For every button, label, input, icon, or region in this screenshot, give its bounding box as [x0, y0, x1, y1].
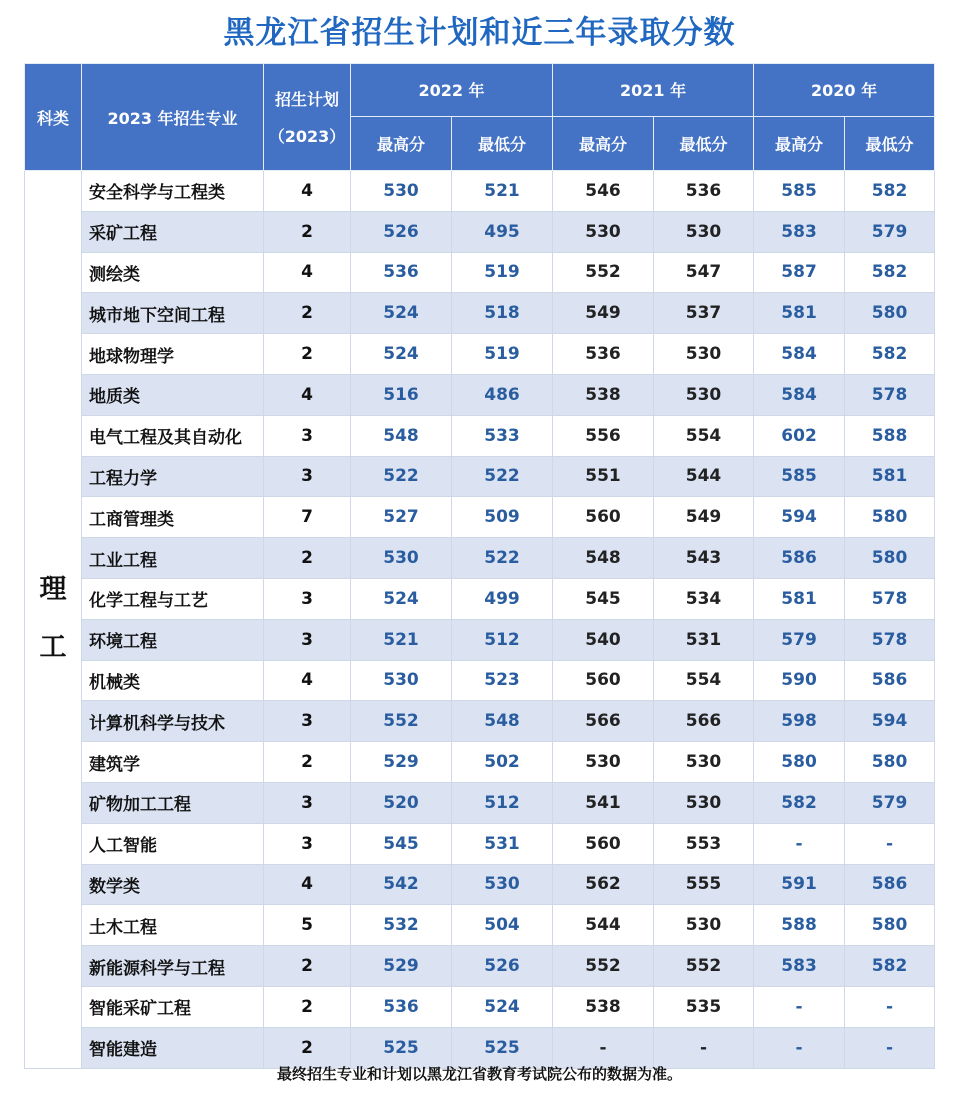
table-row	[25, 986, 935, 1027]
score-cell-y2022-min: 521	[452, 171, 553, 212]
major-cell: 计算机科学与技术	[82, 701, 264, 742]
score-cell-y2022-min: 526	[452, 946, 553, 987]
score-cell-y2021-min: 547	[654, 252, 754, 293]
score-cell-y2020-max: 586	[754, 538, 845, 579]
score-cell-y2021-max: 546	[553, 171, 654, 212]
plan-cell: 3	[264, 619, 351, 660]
score-cell-y2020-max: 585	[754, 456, 845, 497]
score-cell-y2020-max: 591	[754, 864, 845, 905]
score-cell-y2020-min: 582	[845, 252, 935, 293]
score-cell-y2020-max: 581	[754, 578, 845, 619]
score-cell-y2021-min: -	[654, 1027, 754, 1068]
score-cell-y2021-max: 552	[553, 946, 654, 987]
score-cell-y2021-min: 534	[654, 578, 754, 619]
plan-cell: 4	[264, 374, 351, 415]
header-min-2022: 最低分	[452, 116, 553, 171]
score-cell-y2021-min: 530	[654, 334, 754, 375]
score-cell-y2021-max: 551	[553, 456, 654, 497]
score-cell-y2021-min: 530	[654, 905, 754, 946]
major-cell: 新能源科学与工程	[82, 946, 264, 987]
score-cell-y2021-max: 538	[553, 986, 654, 1027]
score-cell-y2022-max: 525	[351, 1027, 452, 1068]
score-cell-y2020-min: 581	[845, 456, 935, 497]
table-row	[25, 497, 935, 538]
table-row	[25, 946, 935, 987]
score-cell-y2020-min: 580	[845, 293, 935, 334]
table-row	[25, 171, 935, 212]
score-cell-y2022-max: 530	[351, 171, 452, 212]
score-cell-y2021-min: 554	[654, 415, 754, 456]
score-cell-y2022-max: 536	[351, 252, 452, 293]
score-cell-y2021-max: 556	[553, 415, 654, 456]
score-cell-y2021-max: 541	[553, 782, 654, 823]
plan-cell: 2	[264, 946, 351, 987]
score-cell-y2021-min: 536	[654, 171, 754, 212]
plan-cell: 2	[264, 211, 351, 252]
score-cell-y2021-min: 554	[654, 660, 754, 701]
score-cell-y2020-max: -	[754, 1027, 845, 1068]
plan-cell: 4	[264, 660, 351, 701]
score-cell-y2021-max: 538	[553, 374, 654, 415]
table-row	[25, 578, 935, 619]
table-row	[25, 415, 935, 456]
score-cell-y2021-min: 530	[654, 742, 754, 783]
score-cell-y2021-max: 549	[553, 293, 654, 334]
score-cell-y2022-max: 529	[351, 946, 452, 987]
header-plan: 招生计划	[264, 64, 351, 117]
score-cell-y2021-max: 530	[553, 211, 654, 252]
header-min-2020: 最低分	[845, 116, 935, 171]
major-cell: 地质类	[82, 374, 264, 415]
score-cell-y2020-max: 598	[754, 701, 845, 742]
score-cell-y2022-max: 552	[351, 701, 452, 742]
footnote: 最终招生专业和计划以黑龙江省教育考试院公布的数据为准。	[276, 1065, 682, 1083]
plan-cell: 3	[264, 456, 351, 497]
admission-table	[24, 63, 935, 1069]
plan-cell: 7	[264, 497, 351, 538]
score-cell-y2020-max: 580	[754, 742, 845, 783]
score-cell-y2021-max: 566	[553, 701, 654, 742]
score-cell-y2021-max: 530	[553, 742, 654, 783]
major-cell: 工商管理类	[82, 497, 264, 538]
score-cell-y2020-max: 602	[754, 415, 845, 456]
score-cell-y2021-min: 530	[654, 211, 754, 252]
table-row	[25, 374, 935, 415]
score-cell-y2021-min: 549	[654, 497, 754, 538]
score-cell-y2022-max: 532	[351, 905, 452, 946]
plan-cell: 2	[264, 742, 351, 783]
score-cell-y2020-min: -	[845, 986, 935, 1027]
plan-cell: 3	[264, 701, 351, 742]
major-cell: 工程力学	[82, 456, 264, 497]
major-cell: 工业工程	[82, 538, 264, 579]
plan-cell: 3	[264, 823, 351, 864]
table-row	[25, 742, 935, 783]
score-cell-y2020-max: 583	[754, 211, 845, 252]
score-cell-y2021-max: -	[553, 1027, 654, 1068]
plan-cell: 2	[264, 293, 351, 334]
score-cell-y2022-min: 512	[452, 782, 553, 823]
major-cell: 地球物理学	[82, 334, 264, 375]
score-cell-y2020-max: 587	[754, 252, 845, 293]
major-cell: 城市地下空间工程	[82, 293, 264, 334]
score-cell-y2020-max: -	[754, 823, 845, 864]
plan-cell: 4	[264, 252, 351, 293]
header-year-2022: 2022 年	[351, 64, 553, 117]
table-row	[25, 660, 935, 701]
score-cell-y2020-min: 594	[845, 701, 935, 742]
score-cell-y2022-max: 530	[351, 538, 452, 579]
score-cell-y2022-max: 542	[351, 864, 452, 905]
score-cell-y2021-max: 560	[553, 660, 654, 701]
major-cell: 人工智能	[82, 823, 264, 864]
score-cell-y2022-min: 518	[452, 293, 553, 334]
major-cell: 智能建造	[82, 1027, 264, 1068]
score-cell-y2020-max: 579	[754, 619, 845, 660]
score-cell-y2020-max: 585	[754, 171, 845, 212]
score-cell-y2022-min: 519	[452, 252, 553, 293]
table-row	[25, 252, 935, 293]
score-cell-y2021-min: 535	[654, 986, 754, 1027]
score-cell-y2020-max: 582	[754, 782, 845, 823]
score-cell-y2022-min: 525	[452, 1027, 553, 1068]
plan-cell: 2	[264, 986, 351, 1027]
score-cell-y2021-min: 543	[654, 538, 754, 579]
plan-cell: 4	[264, 171, 351, 212]
score-cell-y2021-max: 560	[553, 823, 654, 864]
score-cell-y2022-min: 522	[452, 538, 553, 579]
major-cell: 智能采矿工程	[82, 986, 264, 1027]
score-cell-y2022-max: 545	[351, 823, 452, 864]
score-cell-y2021-min: 530	[654, 374, 754, 415]
table-body	[25, 171, 935, 1069]
plan-cell: 2	[264, 1027, 351, 1068]
score-cell-y2022-max: 548	[351, 415, 452, 456]
score-cell-y2021-min: 531	[654, 619, 754, 660]
score-cell-y2021-min: 555	[654, 864, 754, 905]
score-cell-y2020-max: 584	[754, 334, 845, 375]
score-cell-y2022-min: 524	[452, 986, 553, 1027]
score-cell-y2020-min: -	[845, 1027, 935, 1068]
major-cell: 建筑学	[82, 742, 264, 783]
score-cell-y2020-min: 578	[845, 619, 935, 660]
header-major: 2023 年招生专业	[82, 64, 264, 171]
header-max-2022: 最高分	[351, 116, 452, 171]
score-cell-y2021-min: 552	[654, 946, 754, 987]
score-cell-y2022-max: 516	[351, 374, 452, 415]
score-cell-y2022-min: 523	[452, 660, 553, 701]
score-cell-y2022-min: 509	[452, 497, 553, 538]
score-cell-y2022-min: 522	[452, 456, 553, 497]
table-row	[25, 456, 935, 497]
category-cell: 理 工	[25, 171, 82, 1069]
score-cell-y2022-max: 524	[351, 334, 452, 375]
header-year-2021: 2021 年	[553, 64, 754, 117]
major-cell: 数学类	[82, 864, 264, 905]
table-row	[25, 864, 935, 905]
page-title: 黑龙江省招生计划和近三年录取分数	[223, 15, 736, 51]
table-row	[25, 905, 935, 946]
score-cell-y2021-min: 530	[654, 782, 754, 823]
score-cell-y2022-min: 502	[452, 742, 553, 783]
score-cell-y2021-min: 544	[654, 456, 754, 497]
plan-cell: 3	[264, 782, 351, 823]
header-max-2020: 最高分	[754, 116, 845, 171]
score-cell-y2022-max: 520	[351, 782, 452, 823]
score-cell-y2022-max: 530	[351, 660, 452, 701]
score-cell-y2020-min: 579	[845, 782, 935, 823]
score-cell-y2022-min: 499	[452, 578, 553, 619]
major-cell: 土木工程	[82, 905, 264, 946]
score-cell-y2021-max: 562	[553, 864, 654, 905]
score-cell-y2022-max: 536	[351, 986, 452, 1027]
major-cell: 安全科学与工程类	[82, 171, 264, 212]
score-cell-y2022-min: 533	[452, 415, 553, 456]
major-cell: 环境工程	[82, 619, 264, 660]
score-cell-y2020-min: 586	[845, 660, 935, 701]
score-cell-y2020-max: 581	[754, 293, 845, 334]
score-cell-y2022-max: 529	[351, 742, 452, 783]
score-cell-y2021-max: 552	[553, 252, 654, 293]
score-cell-y2020-min: -	[845, 823, 935, 864]
score-cell-y2020-max: 584	[754, 374, 845, 415]
score-cell-y2022-max: 521	[351, 619, 452, 660]
score-cell-y2020-min: 586	[845, 864, 935, 905]
score-cell-y2020-min: 588	[845, 415, 935, 456]
plan-cell: 5	[264, 905, 351, 946]
score-cell-y2020-min: 580	[845, 742, 935, 783]
score-cell-y2022-min: 512	[452, 619, 553, 660]
header-year-2020: 2020 年	[754, 64, 935, 117]
score-cell-y2020-max: 583	[754, 946, 845, 987]
score-cell-y2021-min: 553	[654, 823, 754, 864]
table-row	[25, 211, 935, 252]
score-cell-y2022-min: 519	[452, 334, 553, 375]
score-cell-y2022-max: 524	[351, 578, 452, 619]
score-cell-y2021-max: 536	[553, 334, 654, 375]
major-cell: 测绘类	[82, 252, 264, 293]
score-cell-y2020-min: 578	[845, 578, 935, 619]
score-cell-y2021-max: 540	[553, 619, 654, 660]
table-row	[25, 823, 935, 864]
major-cell: 化学工程与工艺	[82, 578, 264, 619]
major-cell: 电气工程及其自动化	[82, 415, 264, 456]
score-cell-y2022-max: 522	[351, 456, 452, 497]
table-row	[25, 782, 935, 823]
plan-cell: 3	[264, 578, 351, 619]
header-max-2021: 最高分	[553, 116, 654, 171]
score-cell-y2022-min: 495	[452, 211, 553, 252]
score-cell-y2021-min: 566	[654, 701, 754, 742]
score-cell-y2021-min: 537	[654, 293, 754, 334]
score-cell-y2022-max: 527	[351, 497, 452, 538]
table-row	[25, 293, 935, 334]
score-cell-y2022-min: 548	[452, 701, 553, 742]
score-cell-y2020-min: 578	[845, 374, 935, 415]
header-plan-year: （2023）	[264, 116, 351, 171]
score-cell-y2022-min: 504	[452, 905, 553, 946]
score-cell-y2020-max: 588	[754, 905, 845, 946]
score-cell-y2021-max: 560	[553, 497, 654, 538]
score-cell-y2022-min: 530	[452, 864, 553, 905]
score-cell-y2021-max: 548	[553, 538, 654, 579]
score-cell-y2022-max: 526	[351, 211, 452, 252]
table-row	[25, 701, 935, 742]
plan-cell: 2	[264, 538, 351, 579]
header-min-2021: 最低分	[654, 116, 754, 171]
score-cell-y2021-max: 545	[553, 578, 654, 619]
table-row	[25, 619, 935, 660]
score-cell-y2020-min: 582	[845, 334, 935, 375]
score-cell-y2020-min: 580	[845, 905, 935, 946]
score-cell-y2020-min: 580	[845, 538, 935, 579]
score-cell-y2020-min: 582	[845, 946, 935, 987]
table-row	[25, 1027, 935, 1068]
major-cell: 机械类	[82, 660, 264, 701]
major-cell: 矿物加工工程	[82, 782, 264, 823]
plan-cell: 2	[264, 334, 351, 375]
score-cell-y2020-max: -	[754, 986, 845, 1027]
score-cell-y2020-max: 594	[754, 497, 845, 538]
score-cell-y2022-min: 531	[452, 823, 553, 864]
table-row	[25, 334, 935, 375]
score-cell-y2022-max: 524	[351, 293, 452, 334]
table-row	[25, 538, 935, 579]
score-cell-y2020-min: 580	[845, 497, 935, 538]
major-cell: 采矿工程	[82, 211, 264, 252]
header-category: 科类	[25, 64, 82, 171]
score-cell-y2022-min: 486	[452, 374, 553, 415]
score-cell-y2020-min: 579	[845, 211, 935, 252]
plan-cell: 3	[264, 415, 351, 456]
score-cell-y2020-min: 582	[845, 171, 935, 212]
score-cell-y2021-max: 544	[553, 905, 654, 946]
score-cell-y2020-max: 590	[754, 660, 845, 701]
plan-cell: 4	[264, 864, 351, 905]
